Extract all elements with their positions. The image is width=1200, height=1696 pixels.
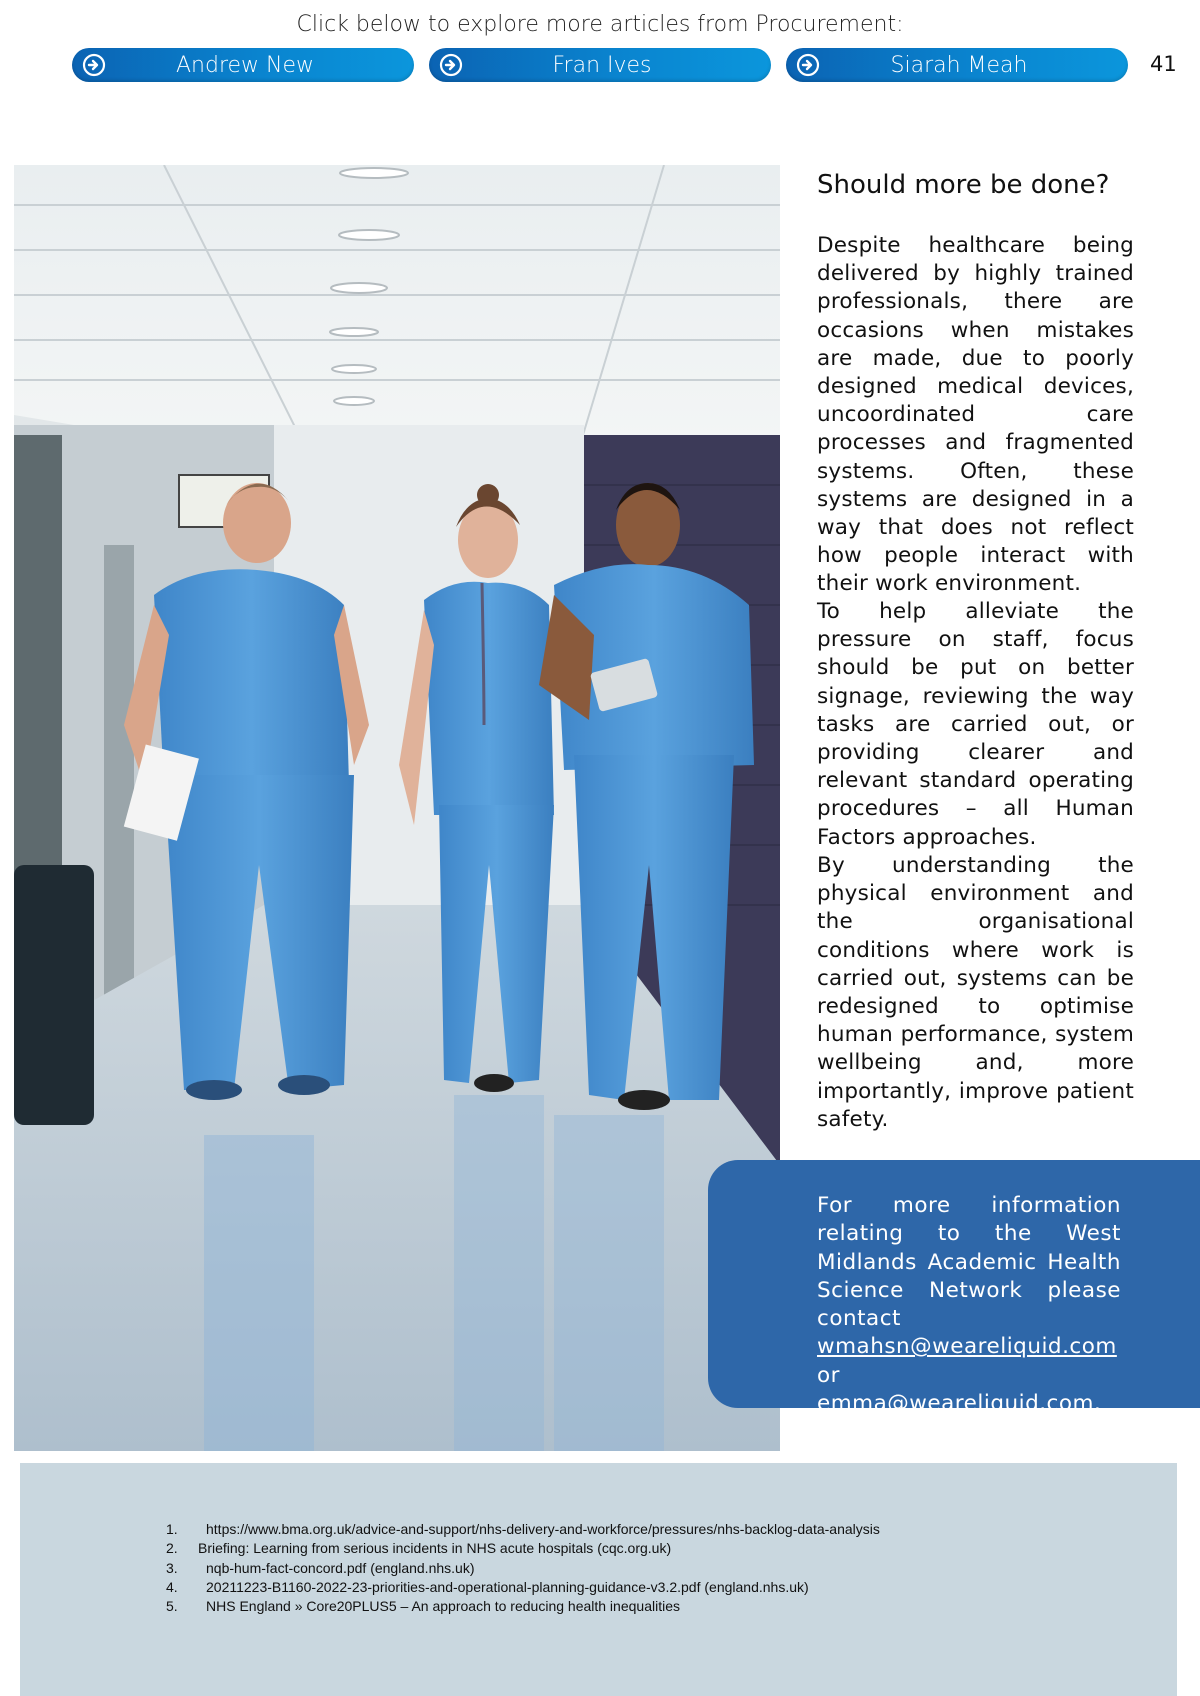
contact-end: . [1093, 1391, 1102, 1417]
section-heading: Should more be done? [817, 170, 1110, 200]
reference-text: NHS England » Core20PLUS5 – An approach to reducing health inequalities [206, 1598, 680, 1615]
email-link-wmahsn[interactable]: wmahsn@weareliquid.com [817, 1334, 1117, 1360]
clinicians-corridor-photo [14, 165, 780, 1451]
nav-caption: Click below to explore more articles from Procurement: [296, 12, 904, 37]
reference-text: https://www.bma.org.uk/advice-and-support/nhs-delivery-and-workforce/pressures/nhs-backlog-data-analysis [206, 1521, 880, 1537]
reference-item [166, 1597, 880, 1616]
reference-item [166, 1559, 880, 1578]
references-list [166, 1520, 880, 1616]
reference-number: 1. [166, 1521, 178, 1537]
article-paragraph: Despite healthcare being delivered by highly trained professionals, there are occasions when mistakes are made, due to poorly designed medical devices, uncoordinated care processes and fragmented systems. Often, these systems are designed in a way that does not reflect how people interact with their work environment. [817, 233, 1134, 597]
references-panel [20, 1463, 1177, 1696]
article-link-fran-ives[interactable] [429, 48, 771, 82]
email-link-emma[interactable]: emma@weareliquid.com [817, 1391, 1094, 1417]
arrow-right-circle-icon [439, 53, 463, 77]
article-link-label: Fran Ives [552, 52, 652, 78]
contact-or: or [817, 1362, 840, 1388]
contact-text [817, 1192, 1121, 1418]
contact-intro: For more information relating to the West Midlands Academic Health Science Network please contact [817, 1193, 1121, 1332]
reference-item [166, 1520, 880, 1539]
reference-number: 2. [166, 1540, 178, 1557]
reference-number: 3. [166, 1559, 178, 1576]
arrow-right-circle-icon [796, 53, 820, 77]
article-paragraph: By understanding the physical environment and the organisational conditions where work is carried out, systems can be redesigned to optimise human performance, system wellbeing and, more importantly, improve patient safety. [817, 853, 1134, 1132]
article-link-label: Siarah Meah [890, 52, 1028, 78]
page-number: 41 [1150, 52, 1177, 76]
reference-text: Briefing: Learning from serious incidents in NHS acute hospitals (cqc.org.uk) [198, 1540, 672, 1557]
article-link-andrew-new[interactable] [72, 48, 414, 82]
article-link-siarah-meah[interactable] [786, 48, 1128, 82]
reference-item [166, 1578, 880, 1597]
reference-number: 5. [166, 1598, 178, 1615]
reference-text: nqb-hum-fact-concord.pdf (england.nhs.uk) [206, 1559, 475, 1576]
article-link-label: Andrew New [175, 52, 315, 78]
reference-item [166, 1539, 880, 1558]
reference-text: 20211223-B1160-2022-23-priorities-and-operational-planning-guidance-v3.2.pdf (england.nhs.uk) [206, 1578, 809, 1595]
arrow-right-circle-icon [82, 53, 106, 77]
reference-number: 4. [166, 1578, 178, 1595]
article-paragraph: To help alleviate the pressure on staff, focus should be put on better signage, reviewing the way tasks are carried out, or providing clearer and relevant standard operating procedures – all Human Factors approaches. [817, 599, 1134, 850]
